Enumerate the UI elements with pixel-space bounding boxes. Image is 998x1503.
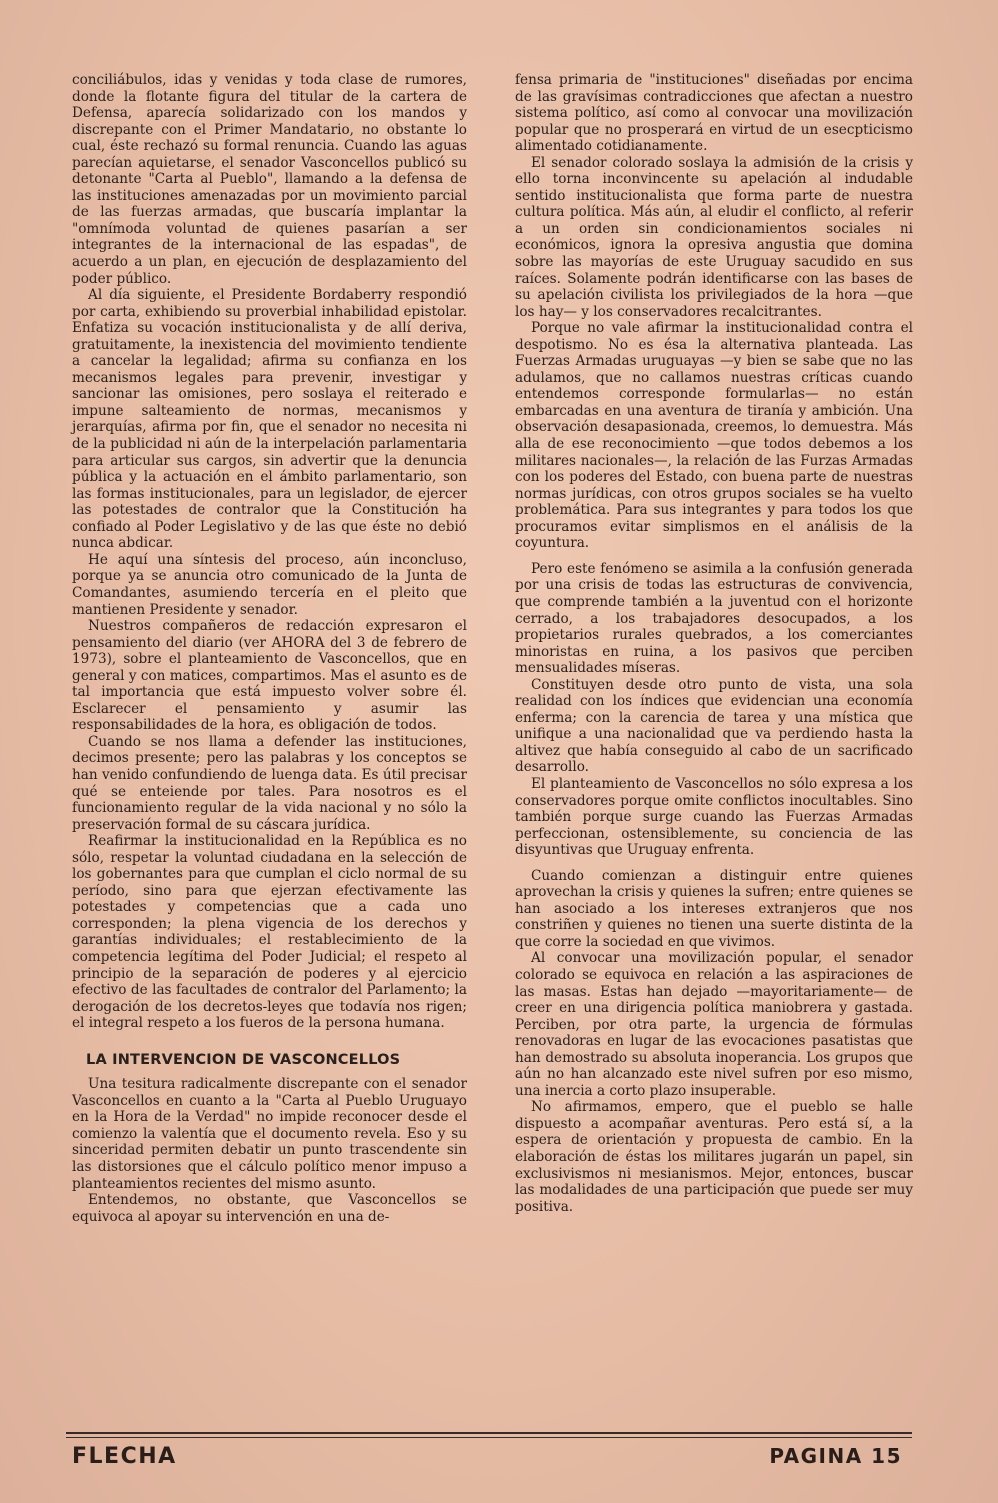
paragraph: Cuando comienzan a distinguir entre quienes aprovechan la crisis y quienes la sufren; entre quienes se han asociado a los intereses extranjeros que nos constriñen y quienes no tienen una suerte distinta de la que corre la sociedad en que vivimos. [515,867,913,950]
paragraph: Nuestros compañeros de redacción expresaron el pensamiento del diario (ver AHORA del 3 de febrero de 1973), sobre el planteamiento de Vasconcellos, que en general y con matices, compartimos. Mas el asunto es de tal importancia que está impuesto volver sobre él. Esclarecer el pensamiento y asumir las responsabilidades de la hora, es obligación de todos. [72,618,467,734]
paragraph: conciliábulos, idas y venidas y toda clase de rumores, donde la flotante figura del titular de la cartera de Defensa, aparecía solidarizado con los mandos y discrepante con el Primer Mandatario, no obstante lo cual, éste rechazó su formal renuncia. Cuando las aguas parecían aquietarse, el senador Vasconcellos publicó su detonante "Carta al Pueblo", llamando a la defensa de las instituciones amenazadas por un movimiento parcial de las fuerzas armadas, que buscaría implantar la "omnímoda voluntad de quienes pasarían a ser integrantes de la internacional de las espadas", de acuerdo a un plan, en ejecución de desplazamiento del poder público. [72,72,467,287]
footer-rule [66,1432,912,1434]
paragraph: fensa primaria de "instituciones" diseñadas por encima de las gravísimas contradicciones que afectan a nuestro sistema político, así como al convocar una movilización popular que no prosperará en virtud de un esecpticismo alimentado cotidianamente. [515,72,913,155]
paragraph: El senador colorado soslaya la admisión de la crisis y ello torna inconvincente su apelación al indudable sentido institucionalista que forma parte de nuestra cultura política. Más aún, al eludir el conflicto, al referir a un orden sin condicionamientos sociales ni económicos, ignora la opresiva angustia que domina sobre las mayorías de este Uruguay sacudido en sus raíces. Solamente podrán identificarse con las bases de su apelación civilista los privilegiados de la hora —que los hay— y los conservadores recalcitrantes. [515,154,913,320]
paragraph: Reafirmar la institucionalidad en la República es no sólo, respetar la voluntad ciudadana en la selección de los gobernantes para que cumplan el ciclo normal de su período, sino para que ejerzan efectivamente las potestades y competencias que a cada uno corresponden; la plena vigencia de los derechos y garantías individuales; el restablecimiento de la competencia legítima del Poder Judicial; el respeto al principio de la separación de poderes y al ejercicio efectivo de las facultades de contralor del Parlamento; la derogación de los decretos-leyes que todavía nos rigen; el integral respeto a los fueros de la persona humana. [72,833,467,1032]
paragraph: No afirmamos, empero, que el pueblo se halle dispuesto a acompañar aventuras. Pero está sí, a la espera de orientación y propuesta de cambio. En la elaboración de éstas los militares jugarán un papel, sin exclusivismos ni mesianismos. Mejor, entonces, buscar las modalidades de una participación que puede ser muy positiva. [515,1099,913,1215]
publication-name: FLECHA [72,1444,177,1469]
section-heading: LA INTERVENCION DE VASCONCELLOS [86,1051,401,1068]
paragraph: Al convocar una movilización popular, el senador colorado se equivoca en relación a las aspiraciones de las masas. Estas han dejado —mayoritariamente— de creer en una dirigencia política maniobrera y gastada. Perciben, por otra parte, la urgencia de fórmulas renovadoras en lugar de las evocaciones pasatistas que han demostrado su absoluta inoperancia. Los grupos que aún no han alcanzado este nivel sufren por eso mismo, una inercia a corto plazo insuperable. [515,950,913,1099]
paragraph: Pero este fenómeno se asimila a la confusión generada por una crisis de todas las estructuras de convivencia, que comprende también a la juventud con el horizonte cerrado, a los trabajadores desocupados, a los propietarios rurales quebrados, a los comerciantes minoristas en ruina, a los pasivos que perciben mensualidades míseras. [515,560,913,677]
footer-rule-thin [66,1437,912,1438]
paragraph: Cuando se nos llama a defender las instituciones, decimos presente; pero las palabras y los conceptos se han venido confundiendo de luenga data. Es útil precisar qué se enteiende por tales. Para nosotros es el funcionamiento regular de la vida nacional y no sólo la preservación formal de su cáscara jurídica. [72,733,467,833]
paragraph: Constituyen desde otro punto de vista, una sola realidad con los índices que evidencian una economía enferma; con la carencia de tarea y una mística que unifique a una nacionalidad que va perdiendo hasta la altivez que había conseguido al cabo de un sacrificado desarrollo. [515,676,913,776]
paragraph: Porque no vale afirmar la institucionalidad contra el despotismo. No es ésa la alternativa planteada. Las Fuerzas Armadas uruguayas —y bien se sabe que no las adulamos, que no callamos nuestras críticas cuando entendemos corresponde formularlas— no están embarcadas en una aventura de tiranía y ambición. Una observación desapasionada, creemos, lo demuestra. Más alla de ese reconocimiento —que todos debemos a los militares nacionales—, la relación de las Furzas Armadas con los poderes del Estado, con buena parte de nuestras normas jurídicas, con otros grupos sociales se ha vuelto problemática. Para sus integrantes y para todos los que procuramos evitar simplismos en el análisis de la coyuntura. [515,320,913,552]
paragraph: Una tesitura radicalmente discrepante con el senador Vasconcellos en cuanto a la "Carta al Pueblo Uruguayo en la Hora de la Verdad" no impide reconocer desde el comienzo la valentía que el documento revela. Eso y su sinceridad permiten debatir un punto trascendente sin las distorsiones que el cálculo político menor impuso a planteamientos recientes del mismo asunto. [72,1076,467,1192]
page-number: PAGINA 15 [769,1444,902,1468]
right-column [515,72,913,1215]
paragraph: He aquí una síntesis del proceso, aún inconcluso, porque ya se anuncia otro comunicado de la Junta de Comandantes, asumiendo tercería en el pleito que mantienen Presidente y senador. [72,551,467,618]
paragraph: El planteamiento de Vasconcellos no sólo expresa a los conservadores porque omite conflictos inocultables. Sino también porque surge cuando las Fuerzas Armadas perfeccionan, ostensiblemente, su conciencia de las disyuntivas que Uruguay enfrenta. [515,775,913,859]
paragraph: Al día siguiente, el Presidente Bordaberry respondió por carta, exhibiendo su proverbial inhabilidad epistolar. Enfatiza su vocación institucionalista y de allí deriva, gratuitamente, la inexistencia del movimiento tendiente a cancelar la legalidad; afirma su confianza en los mecanismos legales para prevenir, investigar y sancionar las omisiones, pero soslaya el reiterado e impune salteamiento de normas, mecanismos y jerarquías, afirma por fin, que el senador no necesita ni de la publicidad ni aún de la interpelación parlamentaria para articular sus cargos, sin advertir que la denuncia pública y la actuación en el ámbito parlamentario, son las formas institucionales, para un legislador, de ejercer las potestades de contralor que la Constitución ha confiado al Poder Legislativo y de las que éste no debió nunca abdicar. [72,287,467,552]
paragraph: Entendemos, no obstante, que Vasconcellos se equivoca al apoyar su intervención en una de- [72,1192,467,1225]
left-column [72,72,467,1225]
